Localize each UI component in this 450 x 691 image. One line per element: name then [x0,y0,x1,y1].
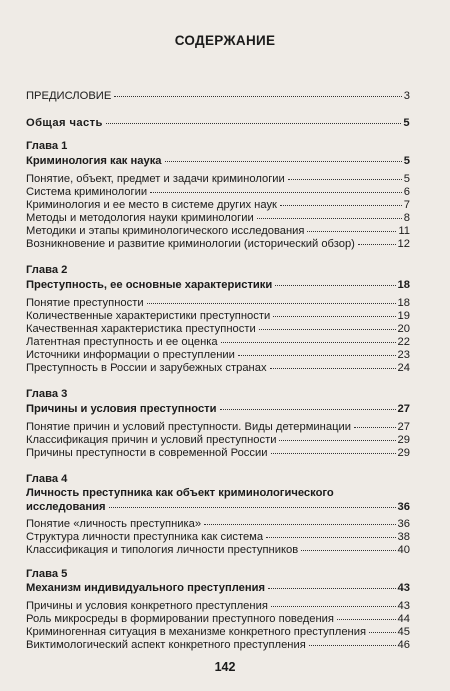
chapter-label: Глава 5 [26,568,68,580]
dot-leader [221,342,396,343]
chapter-title-line1: Личность преступника как объект криминологического [26,487,334,499]
toc-item-page: 11 [398,225,410,237]
chapter-page: 36 [397,501,410,513]
chapter-label: Глава 4 [26,473,68,485]
chapter-title: Преступность, ее основные характеристики [26,279,273,291]
toc-item [26,531,410,544]
toc-item-page: 22 [397,336,410,348]
toc-item-page: 29 [397,434,410,446]
toc-item-page: 18 [397,297,410,309]
dot-leader [309,645,396,646]
dot-leader [275,285,395,286]
toc-item-label: Структура личности преступника как система [26,531,264,543]
toc-entry-label: ПРЕДИСЛОВИЕ [26,90,112,102]
dot-leader [114,96,401,97]
toc-item [26,238,410,251]
chapter-title-line2: исследования [26,501,106,513]
dot-leader [257,218,402,219]
toc-item-label: Понятие причин и условий преступности. Виды детерминации [26,421,351,433]
dot-leader [268,588,396,589]
chapter-title: Механизм индивидуального преступления [26,582,266,594]
toc-item-label: Понятие, объект, предмет и задачи криминологии [26,173,285,185]
dot-leader [259,329,396,330]
toc-item-page: 23 [397,349,410,361]
toc-entry-preface [26,90,410,103]
toc-item-label: Источники информации о преступлении [26,349,235,361]
toc-item-label: Методики и этапы криминологического исследования [26,225,305,237]
toc-entry-general-part [26,117,410,130]
dot-leader [358,244,396,245]
toc-item-page: 44 [397,613,410,625]
toc-item [26,173,410,186]
toc-entry-page: 5 [403,117,410,129]
chapter-label: Глава 1 [26,140,68,152]
toc-item [26,297,410,310]
dot-leader [337,619,396,620]
dot-leader [279,440,395,441]
toc-item-page: 7 [403,199,410,211]
toc-item-page: 5 [403,173,410,185]
toc-item [26,212,410,225]
toc-item [26,544,410,557]
toc-item-label: Количественные характеристики преступности [26,310,271,322]
toc-item [26,518,410,531]
toc-item-page: 46 [397,639,410,651]
dot-leader [204,524,395,525]
toc-item-label: Понятие преступности [26,297,144,309]
toc-item [26,613,410,626]
toc-item-label: Методы и методология науки криминологии [26,212,254,224]
toc-item-page: 6 [403,186,410,198]
dot-leader [307,231,396,232]
toc-item-label: Возникновение и развитие криминологии (исторический обзор) [26,238,355,250]
dot-leader [288,179,402,180]
dot-leader [369,632,396,633]
chapter-title: Криминология как наука [26,155,162,167]
chapter-page: 27 [397,403,410,415]
toc-item-page: 40 [397,544,410,556]
toc-item-page: 27 [397,421,410,433]
toc-item-page: 29 [397,447,410,459]
chapter-title-row [26,155,410,168]
dot-leader [354,427,396,428]
dot-leader [273,316,395,317]
chapter-title-row [26,279,410,292]
toc-item [26,336,410,349]
toc-item [26,626,410,639]
toc-entry-page: 3 [403,90,410,102]
chapter-label: Глава 2 [26,264,68,276]
chapter-page: 43 [397,582,410,594]
chapter-label: Глава 3 [26,388,68,400]
toc-item [26,362,410,375]
toc-item-label: Роль микросреды в формировании преступного поведения [26,613,334,625]
toc-item [26,323,410,336]
toc-item [26,447,410,460]
toc-item-page: 8 [403,212,410,224]
toc-item [26,199,410,212]
toc-item-label: Преступность в России и зарубежных странах [26,362,267,374]
dot-leader [271,453,396,454]
dot-leader [106,123,402,124]
toc-item-label: Классификация причин и условий преступности [26,434,277,446]
chapter-title: Причины и условия преступности [26,403,217,415]
toc-item [26,349,410,362]
toc-item [26,600,410,613]
dot-leader [165,161,402,162]
toc-item-page: 19 [397,310,410,322]
toc-item-label: Латентная преступность и ее оценка [26,336,218,348]
chapter-page: 18 [397,279,410,291]
dot-leader [150,192,402,193]
toc-item [26,639,410,652]
toc-item-label: Классификация и типология личности преступников [26,544,299,556]
chapter-page: 5 [403,155,410,167]
dot-leader [220,409,396,410]
toc-item-page: 20 [397,323,410,335]
dot-leader [266,537,395,538]
toc-item [26,225,410,238]
dot-leader [271,606,396,607]
chapter-title-row [26,582,410,595]
toc-item-page: 36 [397,518,410,530]
toc-item [26,186,410,199]
dot-leader [301,550,395,551]
toc-item-label: Понятие «личность преступника» [26,518,202,530]
chapter-title-row [26,403,410,416]
toc-item-label: Криминогенная ситуация в механизме конкретного преступления [26,626,367,638]
toc-item-label: Качественная характеристика преступности [26,323,256,335]
toc-item-page: 12 [397,238,410,250]
toc-entry-label: Общая часть [26,117,103,129]
dot-leader [109,507,396,508]
chapter-title-row [26,501,410,514]
toc-item-page: 24 [397,362,410,374]
page-title: СОДЕРЖАНИЕ [174,33,276,48]
toc-item-page: 45 [397,626,410,638]
toc-item-label: Виктимологический аспект конкретного преступления [26,639,306,651]
toc-item-page: 38 [397,531,410,543]
toc-item [26,310,410,323]
chapter-title-block [26,486,410,514]
toc-item-page: 43 [397,600,410,612]
toc-item-label: Криминология и ее место в системе других наук [26,199,277,211]
dot-leader [238,355,396,356]
toc-item-label: Причины и условия конкретного преступления [26,600,268,612]
dot-leader [280,205,402,206]
toc-item [26,434,410,447]
toc-item [26,421,410,434]
dot-leader [270,368,396,369]
toc-item-label: Система криминологии [26,186,148,198]
page-number: 142 [214,660,236,674]
toc-item-label: Причины преступности в современной России [26,447,268,459]
dot-leader [147,303,396,304]
